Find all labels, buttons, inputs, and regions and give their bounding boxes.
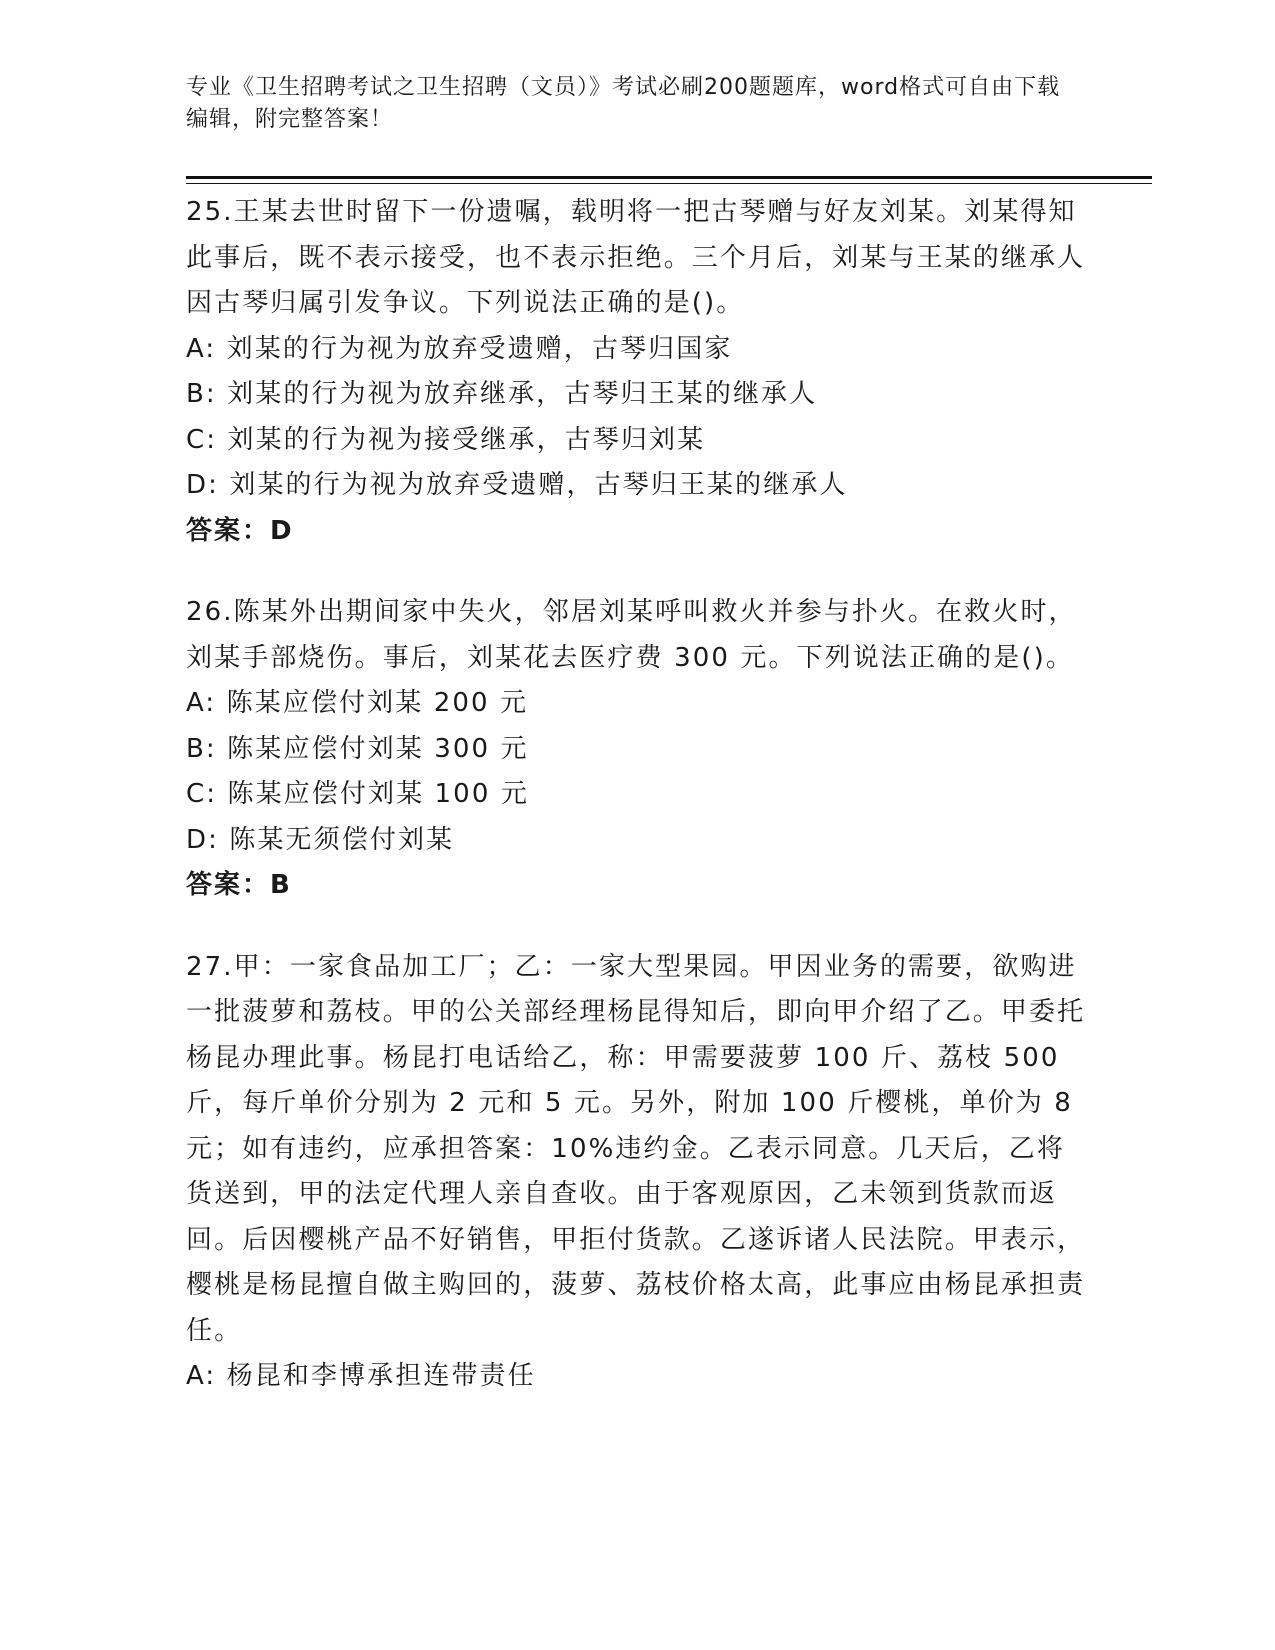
option-d: D: 陈某无须偿付刘某 [186,824,455,855]
option-d: D: 刘某的行为视为放弃受遗赠，古琴归王某的继承人 [186,470,848,500]
header-rule-thick [186,176,1152,179]
option-c: C: 刘某的行为视为接受继承，古琴归刘某 [186,424,706,455]
question-text: 26.陈某外出期间家中失火，邻居刘某呼叫救火并参与扑火。在救火时，刘某手部烧伤。事后，刘某花去医疗费 300 元。下列说法正确的是()。 [186,597,1077,673]
document-header: 专业《卫生招聘考试之卫生招聘（文员）》考试必刷200题题库，word格式可自由下载编辑，附完整答案！ [186,75,1061,132]
question-27 [186,945,1086,1400]
question-26 [186,590,1086,909]
option-b: B: 刘某的行为视为放弃继承，古琴归王某的继承人 [186,379,818,409]
question-25 [186,190,1086,554]
option-a: A: 刘某的行为视为放弃受遗赠，古琴归国家 [186,333,733,364]
option-a: A: 陈某应偿付刘某 200 元 [186,688,529,718]
option-a: A: 杨昆和李博承担连带责任 [186,1361,536,1391]
option-b: B: 陈某应偿付刘某 300 元 [186,733,529,764]
answer: 答案：D [186,515,294,546]
question-text: 25.王某去世时留下一份遗嘱，载明将一把古琴赠与好友刘某。刘某得知此事后，既不表示接受，也不表示拒绝。三个月后，刘某与王某的继承人因古琴归属引发争议。下列说法正确的是()。 [186,197,1086,318]
question-list [186,190,1086,1436]
answer: 答案：B [186,870,292,900]
question-text: 27.甲：一家食品加工厂；乙：一家大型果园。甲因业务的需要，欲购进一批菠萝和荔枝。甲的公关部经理杨昆得知后，即向甲介绍了乙。甲委托杨昆办理此事。杨昆打电话给乙，称：甲需要菠萝 100 斤、荔枝 500 斤，每斤单价分别为 2 元和 5 元。另外，附加 100 斤樱桃，单价为 8 元；如有违约，应承担答案：10%违约金。乙表示同意。几天后，乙将货送到，甲的法定代理人亲自查收。由于客观原因，乙未领到货款而返回。后因樱桃产品不好销售，甲拒付货款。乙遂诉诸人民法院。甲表示，樱桃是杨昆擅自做主购回的，菠萝、荔枝价格太高，此事应由杨昆承担责任。 [186,951,1086,1346]
header-rule-thin [186,183,1152,184]
option-c: C: 陈某应偿付刘某 100 元 [186,779,529,809]
